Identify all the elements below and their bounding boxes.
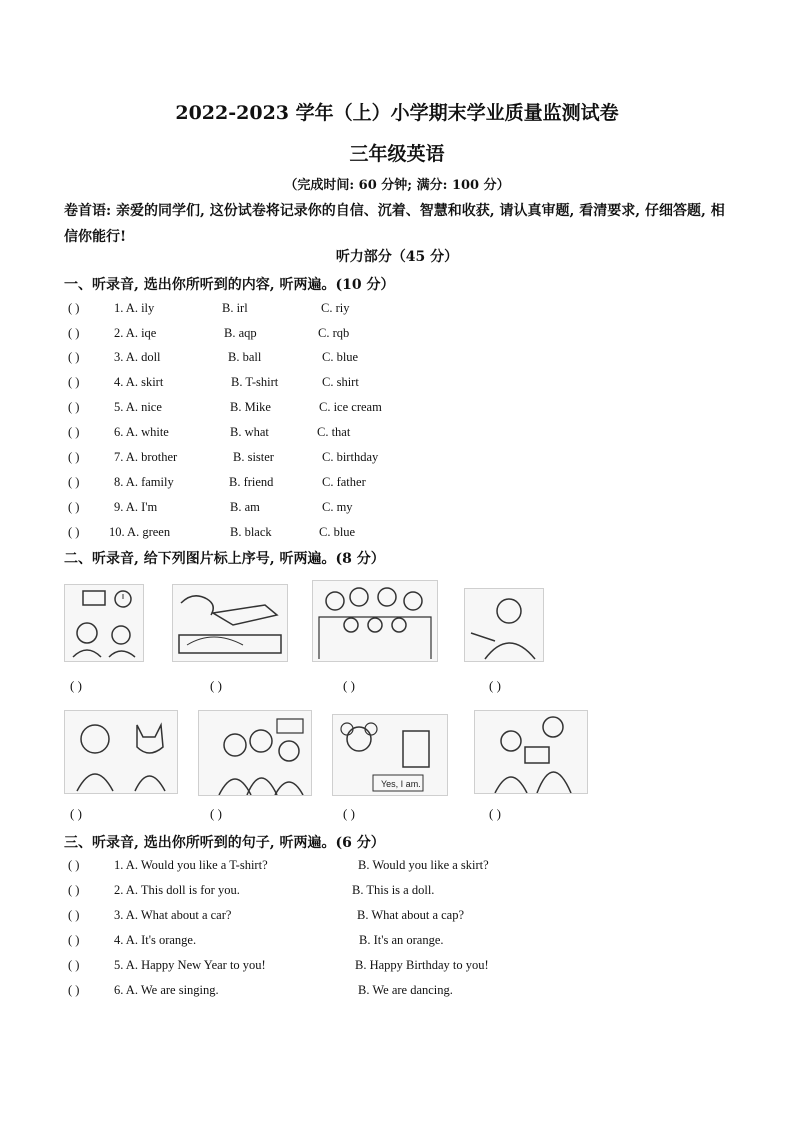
- answer-blank[interactable]: ( ): [210, 678, 222, 693]
- sentence-b: B. Happy Birthday to you!: [355, 958, 489, 972]
- picture-2: [172, 584, 288, 662]
- boy-cat-image: [65, 711, 177, 793]
- option-b: B. friend: [229, 475, 274, 489]
- page-subtitle: 三年级英语: [349, 143, 445, 165]
- option-b: B. what: [230, 425, 269, 439]
- option-a: 9. A. I'm: [114, 500, 158, 514]
- page-title: 2022-2023 学年（上）小学期末学业质量监测试卷: [175, 102, 619, 124]
- option-c: C. birthday: [322, 450, 379, 464]
- answer-blank[interactable]: ( ): [68, 301, 80, 315]
- intro-text: 卷首语: 亲爱的同学们, 这份试卷将记录你的自信、沉着、智慧和收获, 请认真审题, 看清要求, 仔细答题, 相信你能行!: [64, 203, 725, 245]
- answer-blank[interactable]: ( ): [68, 858, 80, 872]
- answer-blank[interactable]: ( ): [68, 883, 80, 897]
- sentence-a: 2. A. This doll is for you.: [114, 883, 240, 897]
- option-b: B. black: [230, 525, 272, 539]
- answer-blank[interactable]: ( ): [68, 350, 80, 364]
- option-a: 2. A. iqe: [114, 326, 157, 340]
- option-a: 5. A. nice: [114, 400, 162, 414]
- answer-blank[interactable]: ( ): [68, 908, 80, 922]
- exam-meta: （完成时间: 60 分钟; 满分: 100 分）: [284, 178, 510, 193]
- option-b: B. aqp: [224, 326, 257, 340]
- answer-blank[interactable]: ( ): [68, 475, 80, 489]
- answer-blank[interactable]: ( ): [489, 678, 501, 693]
- option-b: B. T-shirt: [231, 375, 279, 389]
- picture-6: [198, 710, 312, 796]
- option-b: B. Mike: [230, 400, 271, 414]
- answer-blank[interactable]: ( ): [68, 425, 80, 439]
- option-a: 10. A. green: [109, 525, 171, 539]
- option-b: B. ball: [228, 350, 262, 364]
- option-b: B. am: [230, 500, 260, 514]
- picture-1: [64, 584, 144, 662]
- answer-blank[interactable]: ( ): [68, 958, 80, 972]
- option-c: C. shirt: [322, 375, 359, 389]
- option-c: C. my: [322, 500, 353, 514]
- animal-drawing-image: [173, 585, 287, 661]
- option-a: 8. A. family: [114, 475, 174, 489]
- answer-blank[interactable]: ( ): [343, 678, 355, 693]
- answer-blank[interactable]: ( ): [68, 525, 80, 539]
- answer-blank[interactable]: ( ): [70, 678, 82, 693]
- sentence-a: 5. A. Happy New Year to you!: [114, 958, 266, 972]
- option-a: 3. A. doll: [114, 350, 161, 364]
- answer-blank[interactable]: ( ): [68, 500, 80, 514]
- sentence-a: 1. A. Would you like a T-shirt?: [114, 858, 268, 872]
- part-heading: 听力部分（45 分）: [335, 249, 459, 265]
- option-c: C. father: [322, 475, 366, 489]
- option-c: C. riy: [321, 301, 350, 315]
- picture-4: [464, 588, 544, 662]
- old-man-image: [465, 589, 543, 661]
- speech-bubble-text: Yes, I am.: [381, 779, 421, 789]
- sentence-b: B. Would you like a skirt?: [358, 858, 489, 872]
- option-a: 4. A. skirt: [114, 375, 164, 389]
- answer-blank[interactable]: ( ): [489, 806, 501, 821]
- answer-blank[interactable]: ( ): [343, 806, 355, 821]
- gift-giving-image: [475, 711, 587, 793]
- picture-8: [474, 710, 588, 794]
- sentence-b: B. What about a cap?: [357, 908, 465, 922]
- sentence-a: 4. A. It's orange.: [114, 933, 197, 947]
- option-a: 1. A. ily: [114, 301, 155, 315]
- answer-blank[interactable]: ( ): [68, 400, 80, 414]
- option-b: B. irl: [222, 301, 248, 315]
- sentence-a: 6. A. We are singing.: [114, 983, 219, 997]
- answer-blank[interactable]: ( ): [210, 806, 222, 821]
- family-group-image: [313, 581, 437, 661]
- picture-3: [312, 580, 438, 662]
- answer-blank[interactable]: ( ): [70, 806, 82, 821]
- section2-heading: 二、听录音, 给下列图片标上序号, 听两遍。(8 分）: [64, 551, 385, 567]
- picture-7: [332, 714, 448, 796]
- sentence-b: B. This is a doll.: [352, 883, 435, 897]
- option-a: 7. A. brother: [114, 450, 178, 464]
- option-c: C. blue: [322, 350, 359, 364]
- answer-blank[interactable]: ( ): [68, 450, 80, 464]
- picture-5: [64, 710, 178, 794]
- section1-heading: 一、听录音, 选出你所听到的内容, 听两遍。(10 分）: [64, 277, 395, 293]
- option-c: C. blue: [319, 525, 356, 539]
- sentence-a: 3. A. What about a car?: [114, 908, 232, 922]
- boy-girl-clock-image: [65, 585, 143, 661]
- option-b: B. sister: [233, 450, 274, 464]
- option-c: C. that: [317, 425, 351, 439]
- option-a: 6. A. white: [114, 425, 169, 439]
- sentence-b: B. It's an orange.: [359, 933, 444, 947]
- answer-blank[interactable]: ( ): [68, 983, 80, 997]
- answer-blank[interactable]: ( ): [68, 933, 80, 947]
- section3-heading: 三、听录音, 选出你所听到的句子, 听两遍。(6 分）: [64, 835, 385, 851]
- option-c: C. ice cream: [319, 400, 382, 414]
- option-c: C. rqb: [318, 326, 350, 340]
- answer-blank[interactable]: ( ): [68, 326, 80, 340]
- girls-classroom-image: [199, 711, 311, 795]
- sentence-b: B. We are dancing.: [358, 983, 453, 997]
- answer-blank[interactable]: ( ): [68, 375, 80, 389]
